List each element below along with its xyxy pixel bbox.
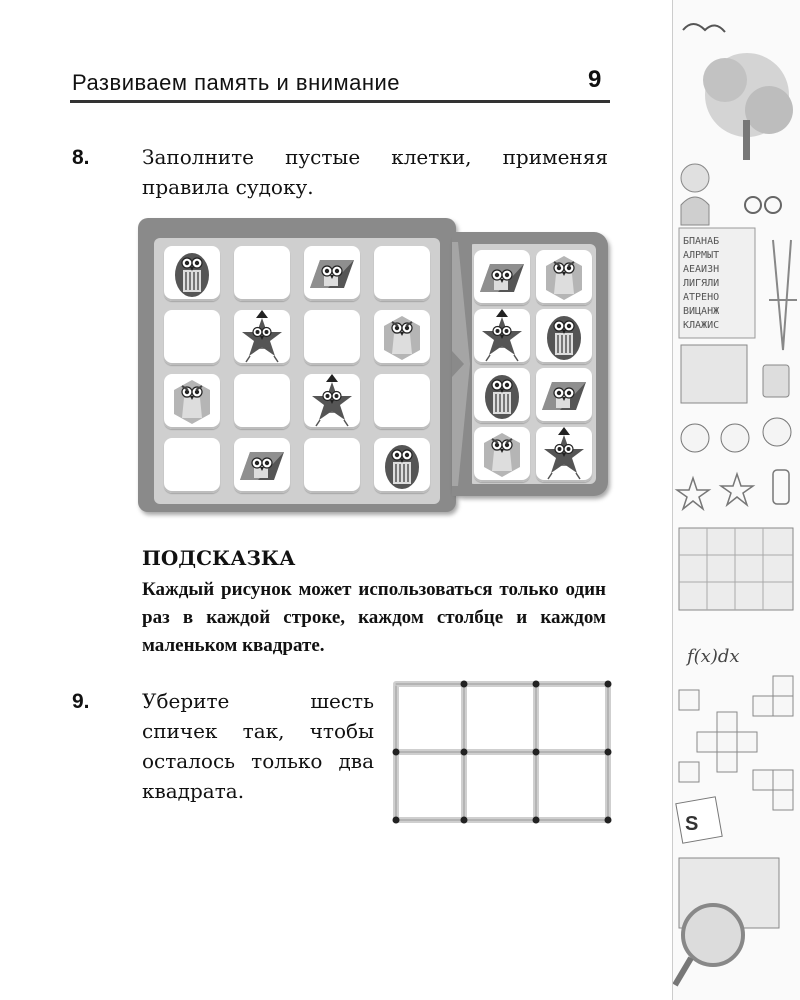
pieces-tray-inner	[468, 244, 596, 484]
sudoku-cell-empty[interactable]	[304, 310, 360, 365]
owl-owl-figure	[536, 309, 592, 364]
owl-owl-figure	[374, 438, 430, 493]
piece-hexagon	[536, 250, 592, 305]
sudoku-cell-filled	[164, 246, 220, 301]
stars-lantern-illustration	[677, 470, 789, 509]
sudoku-cell-filled	[304, 246, 360, 301]
piece-hexagon	[474, 427, 530, 482]
task-9-number: 9.	[72, 690, 90, 713]
hexagon-owl-figure	[474, 427, 530, 482]
matchstick-grid	[392, 678, 618, 828]
svg-text:S: S	[685, 813, 699, 835]
owl-owl-figure	[474, 368, 530, 423]
piece-parallelogram	[474, 250, 530, 305]
sudoku-cell-filled	[374, 438, 430, 493]
parallelogram-owl-figure	[536, 368, 592, 423]
owl-owl-figure	[164, 246, 220, 301]
sudoku-cell-filled	[304, 374, 360, 429]
piece-star	[474, 309, 530, 364]
running-header-title: Развиваем память и внимание	[72, 70, 401, 95]
sudoku-cell-filled	[234, 438, 290, 493]
svg-text:АЛРМЫТ: АЛРМЫТ	[683, 250, 720, 261]
tray-arrow-notch	[452, 232, 472, 496]
svg-text:КЛАЖИС: КЛАЖИС	[683, 320, 720, 331]
decorative-margin-strip	[672, 0, 800, 1000]
sudoku-cell-filled	[374, 310, 430, 365]
sudoku-board	[138, 218, 456, 512]
piece-star	[536, 427, 592, 482]
sudoku-cell-empty[interactable]	[374, 246, 430, 301]
tree-illustration	[683, 24, 793, 160]
hexagon-owl-figure	[374, 310, 430, 365]
svg-text:АЕАИЗН: АЕАИЗН	[683, 264, 720, 275]
word-search-grid	[679, 228, 797, 350]
sudoku-board-inner	[154, 238, 440, 504]
hexagon-owl-figure	[536, 250, 592, 305]
svg-text:ЛИГЯЛИ: ЛИГЯЛИ	[683, 278, 720, 289]
cross-number-puzzle	[679, 676, 793, 810]
sudoku-cell-empty[interactable]	[374, 374, 430, 429]
star-owl-figure	[474, 309, 530, 364]
sudoku-cell-filled	[164, 374, 220, 429]
task-8-number: 8.	[72, 146, 90, 169]
puzzle-box-illustration	[681, 345, 747, 403]
sudoku-cell-empty[interactable]	[164, 438, 220, 493]
svg-text:АТРЕНО: АТРЕНО	[683, 292, 720, 303]
header-rule	[70, 100, 610, 103]
piece-parallelogram	[536, 368, 592, 423]
piece-owl	[536, 309, 592, 364]
sudoku-cell-empty[interactable]	[234, 374, 290, 429]
page-number: 9	[588, 66, 602, 93]
parallelogram-owl-figure	[234, 438, 290, 493]
magnifier-illustration	[683, 905, 743, 965]
svg-text:БПАНАБ: БПАНАБ	[683, 236, 720, 247]
pieces-tray	[452, 232, 608, 496]
portrait-illustration	[681, 164, 781, 225]
sudoku-cell-empty[interactable]	[304, 438, 360, 493]
svg-text:ВИЦАНЖ: ВИЦАНЖ	[683, 306, 720, 317]
task-9-text: Уберите шесть спичек так, чтобы осталось только два квадрата.	[142, 689, 374, 803]
sudoku-cell-filled	[234, 310, 290, 365]
formula-text: f(x)dx	[687, 646, 740, 667]
hint-text: Каждый рисунок может использоваться только один раз в каждой строке, каждом столбце и каждом маленьком квадрате.	[142, 579, 606, 656]
margin-illustrations	[673, 0, 800, 1000]
star-owl-figure	[234, 310, 290, 365]
sudoku-cell-empty[interactable]	[164, 310, 220, 365]
hint-title: ПОДСКАЗКА	[142, 546, 296, 570]
sudoku-cell-empty[interactable]	[234, 246, 290, 301]
star-owl-figure	[304, 374, 360, 429]
star-owl-figure	[536, 427, 592, 482]
sulfur-element-card	[676, 797, 722, 843]
hexagon-owl-figure	[164, 374, 220, 429]
parallelogram-owl-figure	[474, 250, 530, 305]
task-8-text: Заполните пустые клетки, применяя правила судоку.	[142, 145, 608, 199]
picture-grid-illustration	[679, 528, 793, 610]
parallelogram-owl-figure	[304, 246, 360, 301]
clock-illustrations	[681, 418, 791, 452]
piece-owl	[474, 368, 530, 423]
